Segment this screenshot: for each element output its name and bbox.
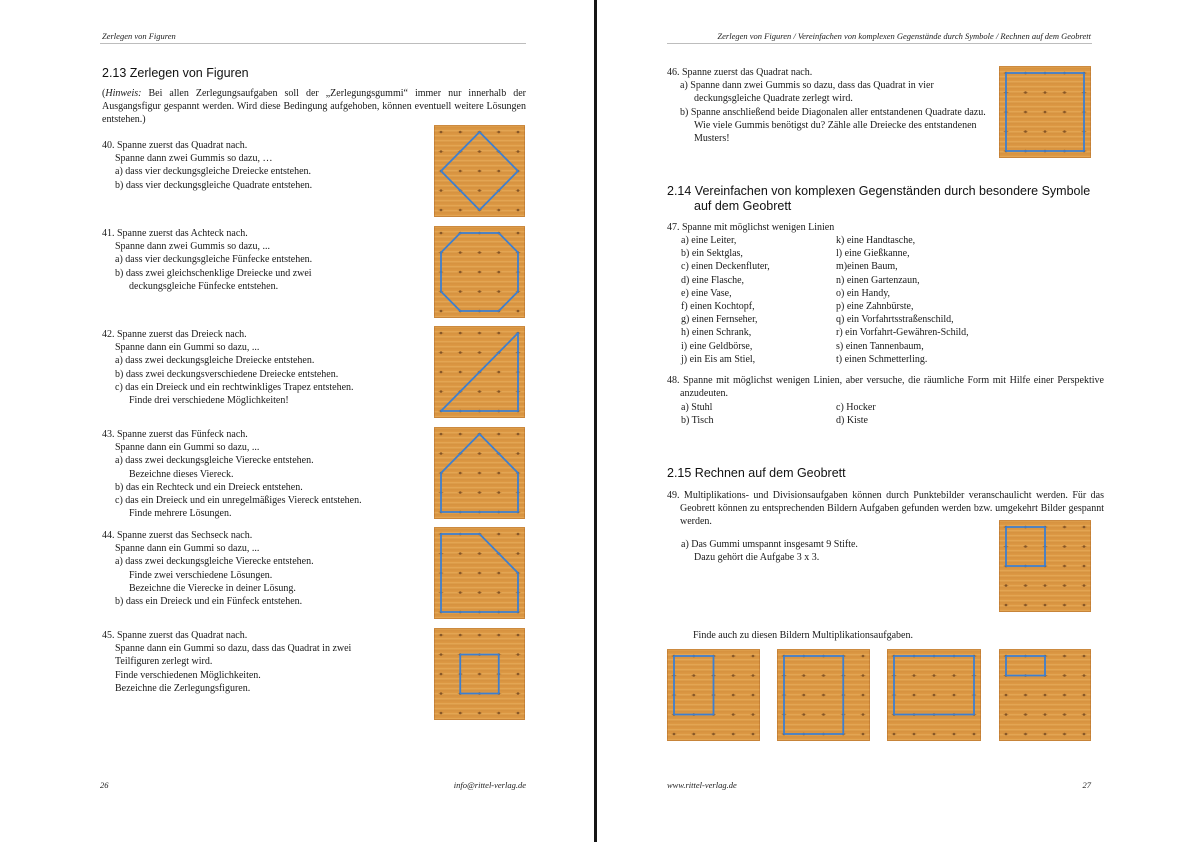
- geoboard-pin-shadow: [1082, 695, 1087, 696]
- geoboard-octagon: [434, 226, 525, 318]
- geoboard-pin-shadow: [439, 190, 444, 191]
- geoboard-pin-shadow: [1043, 92, 1048, 93]
- ex40-line: b) dass vier deckungsgleiche Quadrate entstehen.: [115, 179, 313, 191]
- geoboard-pin-shadow: [516, 151, 521, 152]
- geoboard-pin-shadow: [1082, 714, 1087, 715]
- ex42-line: a) dass zwei deckungsgleiche Dreiecke entstehen.: [115, 355, 315, 367]
- geoboard-pin-shadow: [477, 453, 482, 454]
- ex44-line: Finde zwei verschiedene Lösungen.: [129, 569, 273, 581]
- list-item: e) eine Vase,: [681, 287, 732, 299]
- geoboard-pin-shadow: [801, 714, 806, 715]
- geoboard-ex45: [434, 628, 525, 720]
- left-page: [0, 0, 594, 842]
- ex41-line: 41. Spanne zuerst das Achteck nach.: [102, 228, 248, 239]
- geoboard-pin-shadow: [477, 352, 482, 353]
- geoboard-pin-shadow: [458, 492, 463, 493]
- geoboard-pin-shadow: [439, 233, 444, 234]
- exercise-46: [667, 66, 999, 145]
- geoboard-pin-shadow: [458, 434, 463, 435]
- geoboard-pin-shadow: [731, 734, 736, 735]
- geoboard-pin-shadow: [1023, 714, 1028, 715]
- geoboard-ex42: [434, 326, 525, 418]
- list-item: c) einen Deckenfluter,: [681, 261, 770, 273]
- list-item: j) ein Eis am Stiel,: [681, 353, 756, 365]
- section-title-2-13: 2.13 Zerlegen von Figuren: [102, 66, 249, 80]
- list-item: q) ein Vorfahrtsstraßenschild,: [836, 314, 954, 326]
- geoboard-pin-shadow: [458, 210, 463, 211]
- geoboard-pin-shadow: [477, 553, 482, 554]
- geoboard-pin-shadow: [861, 675, 866, 676]
- geoboard-pin-shadow: [496, 592, 501, 593]
- geoboard-pin-shadow: [458, 171, 463, 172]
- geoboard-pin-shadow: [821, 695, 826, 696]
- ex48-column-2: [836, 401, 876, 427]
- geoboard-pin-shadow: [458, 592, 463, 593]
- geoboard-pin-shadow: [1023, 131, 1028, 132]
- geoboard-pin-shadow: [1082, 656, 1087, 657]
- header-rule-left: [100, 43, 526, 44]
- geoboard-pin-shadow: [1023, 112, 1028, 113]
- list-item: k) eine Handtasche,: [836, 235, 916, 246]
- list-item: b) Tisch: [681, 415, 714, 427]
- geoboard-pin-shadow: [1062, 656, 1067, 657]
- geoboard-pin-shadow: [1062, 734, 1067, 735]
- list-item: c) Hocker: [836, 402, 876, 413]
- geoboard-pin-shadow: [516, 311, 521, 312]
- geoboard-pin-shadow: [1023, 605, 1028, 606]
- geoboard-pin-shadow: [496, 534, 501, 535]
- geoboard-pin-shadow: [458, 333, 463, 334]
- geoboard-3x3: [999, 520, 1091, 612]
- ex43-line: Finde mehrere Lösungen.: [129, 508, 232, 520]
- geoboard-pin-shadow: [477, 190, 482, 191]
- ex44-line: a) dass zwei deckungsgleiche Vierecke entstehen.: [115, 556, 314, 568]
- rubber-band-shape: [1006, 656, 1045, 676]
- right-page: [597, 0, 1191, 842]
- rubber-band-shape: [894, 656, 974, 715]
- geoboard-pin-shadow: [477, 391, 482, 392]
- geoboard-ex40: [434, 125, 525, 217]
- exercise-48-intro: 48. Spanne mit möglichst wenigen Linien, aber versuche, die räumliche Form mit Hilfe einer Perspektive anzudeuten.: [667, 375, 1104, 400]
- geoboard-pin-shadow: [731, 714, 736, 715]
- exercise-41: [102, 227, 422, 293]
- geoboard-pin-shadow: [801, 695, 806, 696]
- geoboard-pin-shadow: [1082, 585, 1087, 586]
- geoboard-pin-shadow: [477, 674, 482, 675]
- geoboard-pin-shadow: [439, 210, 444, 211]
- geoboard-pin-shadow: [496, 713, 501, 714]
- geoboard-pin-shadow: [1004, 585, 1009, 586]
- geoboard-pin-shadow: [439, 674, 444, 675]
- ex42-line: Spanne dann ein Gummi so dazu, ...: [115, 342, 260, 354]
- ex49a-line: Dazu gehört die Aufgabe 3 x 3.: [694, 552, 820, 564]
- geoboard-pin-shadow: [821, 714, 826, 715]
- geoboard-pin-shadow: [458, 553, 463, 554]
- geoboard-pin-shadow: [496, 272, 501, 273]
- geoboard-pin-shadow: [1023, 695, 1028, 696]
- exercise-40: [102, 139, 422, 192]
- geoboard-ex49-1: [667, 649, 760, 741]
- list-item: i) eine Geldbörse,: [681, 340, 753, 352]
- geoboard-pin-shadow: [458, 252, 463, 253]
- geoboard-pin-shadow: [952, 734, 957, 735]
- geoboard-pin-shadow: [439, 372, 444, 373]
- list-item: o) ein Handy,: [836, 287, 891, 299]
- geoboard-pin-shadow: [1023, 734, 1028, 735]
- geoboard-pin-shadow: [1004, 714, 1009, 715]
- geoboard-pin-shadow: [458, 573, 463, 574]
- geoboard-pin-shadow: [439, 132, 444, 133]
- ex43-line: a) dass zwei deckungsgleiche Vierecke entstehen.: [115, 455, 314, 467]
- geoboard-pin-shadow: [439, 434, 444, 435]
- ex42-line: Finde drei verschiedene Möglichkeiten!: [129, 395, 289, 407]
- geoboard-pin-shadow: [932, 734, 937, 735]
- geoboard-pin-shadow: [496, 391, 501, 392]
- list-item: p) eine Zahnbürste,: [836, 301, 914, 313]
- ex42-line: b) dass zwei deckungsverschiedene Dreiecke entstehen.: [115, 368, 339, 380]
- geoboard-pin-shadow: [1062, 605, 1067, 606]
- ex43-line: Spanne dann ein Gummi so dazu, ...: [115, 442, 260, 454]
- geoboard-rect-b: [777, 649, 870, 741]
- geoboard-pin-shadow: [751, 734, 756, 735]
- ex43-line: Bezeichne dieses Viereck.: [129, 468, 234, 480]
- geoboard-pin-shadow: [458, 291, 463, 292]
- geoboard-pin-shadow: [496, 635, 501, 636]
- geoboard-pin-shadow: [1043, 112, 1048, 113]
- geoboard-rect-d: [999, 649, 1091, 741]
- ex43-line: c) das ein Dreieck und ein unregelmäßiges Viereck entstehen.: [115, 495, 362, 507]
- exercise-49-a: [681, 538, 981, 564]
- geoboard-pin-shadow: [439, 713, 444, 714]
- geoboard-pin-shadow: [1004, 605, 1009, 606]
- running-head-left: Zerlegen von Figuren: [102, 31, 176, 41]
- geoboard-pin-shadow: [458, 352, 463, 353]
- geoboard-rect-c: [887, 649, 981, 741]
- geoboard-pin-shadow: [477, 272, 482, 273]
- ex44-line: Bezeichne die Vierecke in deiner Lösung.: [129, 582, 296, 594]
- geoboard-pin-shadow: [439, 693, 444, 694]
- geoboard-pin-shadow: [477, 291, 482, 292]
- geoboard-pin-shadow: [861, 714, 866, 715]
- geoboard-pin-shadow: [477, 333, 482, 334]
- geoboard-pin-shadow: [1043, 695, 1048, 696]
- geoboard-pin-shadow: [516, 233, 521, 234]
- geoboard-pin-shadow: [477, 171, 482, 172]
- geoboard-ex46: [999, 66, 1091, 158]
- geoboard-pin-shadow: [1062, 92, 1067, 93]
- ex41-line: b) dass zwei gleichschenklige Dreiecke und zwei: [115, 267, 312, 279]
- list-item: b) ein Sektglas,: [681, 248, 743, 260]
- exercise-49-find: Finde auch zu diesen Bildern Multiplikationsaufgaben.: [693, 630, 913, 641]
- geoboard-pin-shadow: [439, 635, 444, 636]
- geoboard-pin-shadow: [1062, 695, 1067, 696]
- geoboard-pin-shadow: [1062, 675, 1067, 676]
- ex41-line: deckungsgleiche Fünfecke entstehen.: [129, 280, 279, 292]
- ex47-column-1: [681, 234, 770, 366]
- geoboard-pin-shadow: [1082, 527, 1087, 528]
- ex43-line: 43. Spanne zuerst das Fünfeck nach.: [102, 429, 248, 440]
- hint-open-paren: (: [102, 88, 106, 99]
- geoboard-pin-shadow: [1062, 546, 1067, 547]
- ex45-line: 45. Spanne zuerst das Quadrat nach.: [102, 630, 248, 641]
- geoboard-ex49a: [999, 520, 1091, 612]
- exercise-42: [102, 328, 422, 407]
- list-item: d) Kiste: [836, 415, 868, 427]
- geoboard-pin-shadow: [516, 210, 521, 211]
- ex40-line: a) dass vier deckungsgleiche Dreiecke entstehen.: [115, 166, 312, 178]
- geoboard-triangle: [434, 326, 525, 418]
- geoboard-pin-shadow: [751, 714, 756, 715]
- geoboard-pin-shadow: [892, 734, 897, 735]
- geoboard-pin-shadow: [496, 492, 501, 493]
- geoboard-pin-shadow: [1062, 527, 1067, 528]
- hint-text: Bei allen Zerlegungsaufgaben soll der „Zerlegungsgummi“ immer nur innerhalb der Ausgangsfigur gespannt werden. Wird diese Bedingung aufgehoben, können eventuell weitere Lösungen entstehen.): [102, 88, 526, 126]
- geoboard-pin-shadow: [912, 695, 917, 696]
- geoboard-pin-shadow: [861, 734, 866, 735]
- geoboard-pin-shadow: [912, 675, 917, 676]
- geoboard-pin-shadow: [496, 171, 501, 172]
- ex44-line: b) dass ein Dreieck und ein Fünfeck entstehen.: [115, 596, 303, 608]
- ex41-line: a) dass vier deckungsgleiche Fünfecke entstehen.: [115, 254, 313, 266]
- list-item: h) einen Schrank,: [681, 327, 752, 339]
- exercise-47-intro: 47. Spanne mit möglichst wenigen Linien: [667, 222, 835, 233]
- list-item: a) Stuhl: [681, 402, 713, 413]
- geoboard-pin-shadow: [516, 713, 521, 714]
- geoboard-pin-shadow: [439, 352, 444, 353]
- ex44-line: Spanne dann ein Gummi so dazu, ...: [115, 543, 260, 555]
- ex45-line: Finde verschiedenen Möglichkeiten.: [115, 669, 261, 681]
- geoboard-pin-shadow: [439, 453, 444, 454]
- list-item: d) eine Flasche,: [681, 274, 745, 286]
- geoboard-pin-shadow: [1004, 695, 1009, 696]
- section-2-14-line1: 2.14 Vereinfachen von komplexen Gegenständen durch besondere Symbole: [667, 184, 1091, 198]
- header-rule-right: [667, 43, 1092, 44]
- page-number-right: 27: [1082, 780, 1091, 790]
- geoboard-pin-shadow: [516, 453, 521, 454]
- geoboard-pin-shadow: [516, 132, 521, 133]
- geoboard-pin-shadow: [691, 734, 696, 735]
- ex45-line: Spanne dann ein Gummi so dazu, dass das Quadrat in zwei: [115, 643, 352, 655]
- list-item: l) eine Gießkanne,: [836, 248, 910, 260]
- geoboard-pin-shadow: [801, 675, 806, 676]
- exercise-43: [102, 428, 422, 520]
- page-number-left: 26: [100, 780, 109, 790]
- geoboard-pin-shadow: [751, 675, 756, 676]
- geoboard-pin-shadow: [496, 434, 501, 435]
- ex46-line: b) Spanne anschließend beide Diagonalen aller entstandenen Quadrate dazu. Wie viele Gummis benötigst du? Zähle alle Dreiecke des entstandenen Musters!: [680, 106, 986, 145]
- geoboard-pin-shadow: [1023, 585, 1028, 586]
- geoboard-pin-shadow: [477, 573, 482, 574]
- geoboard-pin-shadow: [496, 372, 501, 373]
- geoboard-pin-shadow: [711, 734, 716, 735]
- geoboard-pin-shadow: [458, 372, 463, 373]
- geoboard-pin-shadow: [496, 333, 501, 334]
- geoboard-pin-shadow: [972, 734, 977, 735]
- geoboard-ex41: [434, 226, 525, 318]
- geoboard-ex49-2: [777, 649, 870, 741]
- ex49a-line: a) Das Gummi umspannt insgesamt 9 Stifte.: [681, 539, 858, 550]
- geoboard-pin-shadow: [1082, 675, 1087, 676]
- geoboard-pin-shadow: [1082, 734, 1087, 735]
- geoboard-pin-shadow: [458, 272, 463, 273]
- geoboard-pin-shadow: [672, 734, 677, 735]
- geoboard-pin-shadow: [751, 656, 756, 657]
- geoboard-pin-shadow: [912, 734, 917, 735]
- geoboard-pin-shadow: [496, 473, 501, 474]
- geoboard-pin-shadow: [458, 635, 463, 636]
- geoboard-pin-shadow: [458, 473, 463, 474]
- ex42-line: c) das ein Dreieck und ein rechtwinkliges Trapez entstehen.: [115, 381, 354, 393]
- geoboard-pin-shadow: [1062, 566, 1067, 567]
- geoboard-pin-shadow: [1062, 112, 1067, 113]
- geoboard-pin-shadow: [952, 675, 957, 676]
- geoboard-pin-shadow: [1062, 131, 1067, 132]
- ex41-line: Spanne dann zwei Gummis so dazu, ...: [115, 241, 270, 253]
- geoboard-small-square: [434, 628, 525, 720]
- geoboard-pin-shadow: [932, 695, 937, 696]
- geoboard-pin-shadow: [516, 654, 521, 655]
- geoboard-pin-shadow: [439, 391, 444, 392]
- geoboard-pin-shadow: [1043, 714, 1048, 715]
- geoboard-pin-shadow: [496, 573, 501, 574]
- geoboard-pin-shadow: [1023, 92, 1028, 93]
- geoboard-pin-shadow: [1062, 585, 1067, 586]
- geoboard-pin-shadow: [1043, 734, 1048, 735]
- geoboard-pin-shadow: [516, 635, 521, 636]
- geoboard-pin-shadow: [731, 695, 736, 696]
- list-item: m)einen Baum,: [836, 261, 898, 273]
- running-head-right: Zerlegen von Figuren / Vereinfachen von komplexen Gegenstände durch Symbole / Rechnen auf dem Geobrett: [717, 31, 1091, 41]
- exercise-49-intro: 49. Multiplikations- und Divisionsaufgaben können durch Punktebilder veranschaulicht werden. Für das Geobrett können zu entsprechenden Bildern Aufgaben gefunden werden bzw. umgekehrt Bilder gespannt werden.: [667, 490, 1104, 528]
- section-title-2-14: [667, 184, 1090, 214]
- geoboard-pin-shadow: [932, 675, 937, 676]
- rubber-band-shape: [784, 656, 843, 734]
- geoboard-pin-shadow: [1004, 734, 1009, 735]
- geoboard-pin-shadow: [439, 151, 444, 152]
- list-item: s) einen Tannenbaum,: [836, 340, 924, 352]
- list-item: n) einen Gartenzaun,: [836, 274, 920, 286]
- section-2-14-line2: auf dem Geobrett: [694, 199, 792, 213]
- geoboard-pin-shadow: [477, 252, 482, 253]
- ex40-line: 40. Spanne zuerst das Quadrat nach.: [102, 140, 248, 151]
- ex47-column-2: [836, 234, 969, 366]
- ex44-line: 44. Spanne zuerst das Sechseck nach.: [102, 530, 253, 541]
- rubber-band-shape: [441, 333, 518, 411]
- geoboard-rect-a: [667, 649, 760, 741]
- ex43-line: b) das ein Rechteck und ein Dreieck entstehen.: [115, 481, 303, 493]
- geoboard-big-square: [999, 66, 1091, 158]
- exercise-48-list: [681, 401, 1081, 429]
- geoboard-pin-shadow: [477, 592, 482, 593]
- geoboard-pin-shadow: [691, 675, 696, 676]
- geoboard-pin-shadow: [496, 132, 501, 133]
- geoboard-pin-shadow: [496, 210, 501, 211]
- geoboard-pin-shadow: [1082, 546, 1087, 547]
- list-item: t) einen Schmetterling.: [836, 353, 928, 365]
- geoboard-pin-shadow: [516, 190, 521, 191]
- exercise-47-list: [681, 234, 1081, 369]
- geoboard-pin-shadow: [516, 534, 521, 535]
- geoboard-pin-shadow: [1043, 585, 1048, 586]
- geoboard-pin-shadow: [731, 656, 736, 657]
- geoboard-pin-shadow: [458, 713, 463, 714]
- geoboard-ex44: [434, 527, 525, 619]
- geoboard-pin-shadow: [1062, 714, 1067, 715]
- geoboard-pin-shadow: [516, 553, 521, 554]
- geoboard-pin-shadow: [691, 695, 696, 696]
- geoboard-pin-shadow: [1043, 131, 1048, 132]
- geoboard-pin-shadow: [1082, 605, 1087, 606]
- geoboard-pin-shadow: [751, 695, 756, 696]
- geoboard-pin-shadow: [516, 693, 521, 694]
- geoboard-pin-shadow: [1082, 566, 1087, 567]
- geoboard-pin-shadow: [439, 654, 444, 655]
- ex45-line: Teilfiguren zerlegt wird.: [115, 656, 213, 668]
- geoboard-pin-shadow: [1043, 605, 1048, 606]
- geoboard-pin-shadow: [1023, 546, 1028, 547]
- geoboard-pin-shadow: [477, 492, 482, 493]
- list-item: f) einen Kochtopf,: [681, 301, 755, 313]
- section-title-2-15: 2.15 Rechnen auf dem Geobrett: [667, 466, 846, 480]
- geoboard-ex49-3: [887, 649, 981, 741]
- geoboard-pin-shadow: [439, 333, 444, 334]
- geoboard-pentagon: [434, 427, 525, 519]
- list-item: a) eine Leiter,: [681, 235, 737, 246]
- ex46-line: 46. Spanne zuerst das Quadrat nach.: [667, 67, 813, 78]
- hint-label: Hinweis:: [105, 88, 142, 99]
- geoboard-pin-shadow: [477, 713, 482, 714]
- ex48-column-1: [681, 401, 714, 427]
- geoboard-pin-shadow: [439, 311, 444, 312]
- ex45-line: Bezeichne die Zerlegungsfiguren.: [115, 682, 251, 694]
- list-item: r) ein Vorfahrt-Gewähren-Schild,: [836, 327, 969, 339]
- hint-paragraph: [102, 87, 526, 127]
- geoboard-pin-shadow: [861, 656, 866, 657]
- geoboard-pin-shadow: [477, 635, 482, 636]
- geoboard-pin-shadow: [496, 252, 501, 253]
- geoboard-pin-shadow: [821, 675, 826, 676]
- geoboard-pin-shadow: [458, 132, 463, 133]
- geoboard-pin-shadow: [861, 695, 866, 696]
- ex42-line: 42. Spanne zuerst das Dreieck nach.: [102, 329, 247, 340]
- geoboard-pin-shadow: [952, 695, 957, 696]
- exercise-44: [102, 529, 422, 608]
- geoboard-hexagon: [434, 527, 525, 619]
- list-item: g) einen Fernseher,: [681, 314, 758, 326]
- geoboard-pin-shadow: [516, 434, 521, 435]
- publisher-url: www.rittel-verlag.de: [667, 780, 737, 790]
- geoboard-pin-shadow: [496, 291, 501, 292]
- geoboard-ex43: [434, 427, 525, 519]
- geoboard-pin-shadow: [477, 473, 482, 474]
- geoboard-ex49-4: [999, 649, 1091, 741]
- exercise-45: [102, 629, 422, 695]
- publisher-email: info@rittel-verlag.de: [453, 780, 526, 790]
- geoboard-pin-shadow: [477, 151, 482, 152]
- geoboard-pin-shadow: [731, 675, 736, 676]
- ex40-line: Spanne dann zwei Gummis so dazu, …: [115, 153, 273, 165]
- geoboard-square-diamond: [434, 125, 525, 217]
- rubber-band-shape: [674, 656, 714, 715]
- ex46-line: a) Spanne dann zwei Gummis so dazu, dass das Quadrat in vier deckungsgleiche Quadrate zerlegt wird.: [680, 80, 934, 105]
- geoboard-pin-shadow: [516, 674, 521, 675]
